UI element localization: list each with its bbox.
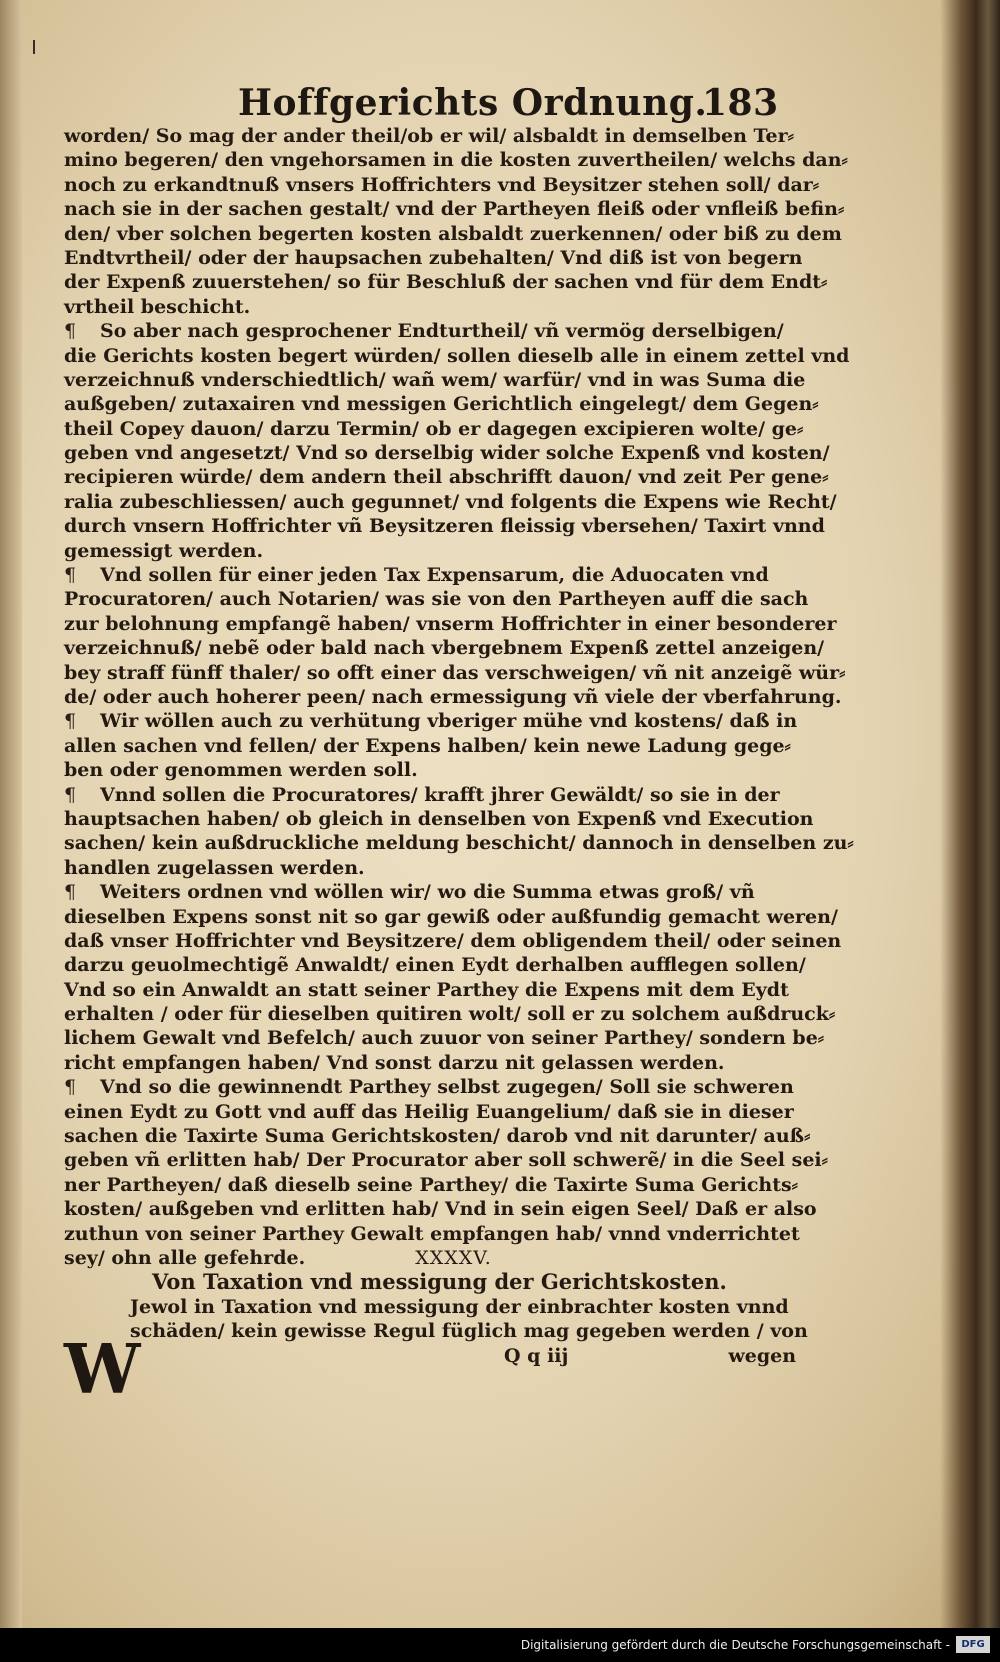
digitization-footer xyxy=(0,1628,1000,1662)
text-line: durch vnsern Hoffrichter vñ Beysitzeren fleissig vbersehen/ Taxirt vnnd xyxy=(64,515,825,538)
text-line: verzeichnuß vnderschiedtlich/ wañ wem/ warfür/ vnd in was Suma die xyxy=(64,368,806,391)
text-line: handlen zugelassen werden. xyxy=(64,856,365,879)
text-line: ben oder genommen werden soll. xyxy=(64,759,418,782)
text-line: Jewol in Taxation vnd messigung der einbrachter kosten vnnd xyxy=(130,1295,789,1318)
running-title: Hoffgerichts Ordnung. xyxy=(238,82,708,124)
paragraph-mark: ¶ xyxy=(64,1076,77,1099)
text-line: lichem Gewalt vnd Befelch/ auch zuuor von seiner Parthey/ sondern be⸗ xyxy=(64,1027,825,1050)
text-line: ner Partheyen/ daß dieselb seine Parthey/ die Taxirte Suma Gerichts⸗ xyxy=(64,1173,798,1196)
text-line: die Gerichts kosten begert würden/ sollen dieselb alle in einem zettel vnd xyxy=(64,344,850,367)
paragraph-start xyxy=(64,319,784,343)
text-line: verzeichnuß/ nebẽ oder bald nach vbergebnem Expenß zettel anzeigen/ xyxy=(64,637,825,660)
text-line: erhalten / oder für dieselben quitiren wolt/ soll er zu solchem außdruck⸗ xyxy=(64,1003,836,1026)
text-line: geben vnd angesetzt/ Vnd so derselbig wider solche Expenß vnd kosten/ xyxy=(64,442,830,465)
text-line: Weiters ordnen vnd wöllen wir/ wo die Summa etwas groß/ vñ xyxy=(100,881,755,904)
chapter-heading: Von Taxation vnd messigung der Gerichtskosten. xyxy=(152,1269,727,1295)
text-line: einen Eydt zu Gott vnd auff das Heilig Euangelium/ daß sie in dieser xyxy=(64,1100,794,1123)
text-line: mino begeren/ den vngehorsamen in die kosten zuvertheilen/ welchs dan⸗ xyxy=(64,149,848,172)
paragraph-mark: ¶ xyxy=(64,320,77,343)
text-line: theil Copey dauon/ darzu Termin/ ob er dagegen excipieren wolte/ ge⸗ xyxy=(64,417,804,440)
text-line: Procuratoren/ auch Notarien/ was sie von den Partheyen auff die sach xyxy=(64,588,809,611)
text-line: hauptsachen haben/ ob gleich in denselben von Expenß vnd Execution xyxy=(64,807,814,830)
text-block xyxy=(64,124,854,1368)
folio-number: 183 xyxy=(702,82,779,124)
text-line: Vnd sollen für einer jeden Tax Expensarum, die Aduocaten vnd xyxy=(100,564,769,587)
text-line: kosten/ außgeben vnd erlitten hab/ Vnd in sein eigen Seel/ Daß er also xyxy=(64,1198,817,1221)
paragraph-mark: ¶ xyxy=(64,783,77,806)
paragraph-start xyxy=(64,709,798,733)
paragraph-start xyxy=(64,563,776,587)
text-line: sachen die Taxirte Suma Gerichtskosten/ darob vnd nit darunter/ auß⸗ xyxy=(64,1125,811,1148)
margin-mark xyxy=(33,40,35,54)
text-line: sachen/ kein außdruckliche meldung beschicht/ dannoch in denselben zu⸗ xyxy=(64,832,854,855)
text-line: sey/ ohn alle gefehrde. xyxy=(64,1246,306,1269)
text-line: noch zu erkandtnuß vnsers Hoffrichters vnd Beysitzer stehen soll/ dar⸗ xyxy=(64,173,820,196)
paragraph-start xyxy=(64,783,780,807)
paragraph-mark: ¶ xyxy=(64,710,77,733)
text-line: darzu geuolmechtigẽ Anwaldt/ einen Eydt derhalben aufflegen sollen/ xyxy=(64,954,806,977)
paragraph-start xyxy=(64,1075,794,1099)
text-line: dieselben Expens sonst nit so gar gewiß oder außfundig gemacht weren/ xyxy=(64,905,838,928)
paragraph-mark: ¶ xyxy=(64,564,77,587)
text-line: Vnnd sollen die Procuratores/ krafft jhrer Gewäldt/ so sie in der xyxy=(100,783,780,806)
drop-initial: W xyxy=(64,1330,141,1410)
paragraph-start xyxy=(64,880,776,904)
paragraph-mark: ¶ xyxy=(64,881,77,904)
text-line: zuthun von seiner Parthey Gewalt empfangen hab/ vnnd vnderrichtet xyxy=(64,1222,800,1245)
text-line: Vnd so ein Anwaldt an statt seiner Parthey die Expens mit dem Eydt xyxy=(64,978,789,1001)
text-line: vrtheil beschicht. xyxy=(64,295,251,318)
text-line: Endtvrtheil/ oder der haupsachen zubehalten/ Vnd diß ist von begern xyxy=(64,246,803,269)
text-line: daß vnser Hoffrichter vnd Beysitzere/ dem obligendem theil/ oder seinen xyxy=(64,929,842,952)
text-line: worden/ So mag der ander theil/ob er wil/ alsbaldt in demselben Ter⸗ xyxy=(64,125,794,147)
text-line: zur belohnung empfangẽ haben/ vnserm Hoffrichter in einer besonderer xyxy=(64,612,837,635)
text-line: geben vñ erlitten hab/ Der Procurator aber soll schwerẽ/ in die Seel sei⸗ xyxy=(64,1149,828,1172)
text-line: schäden/ kein gewisse Regul füglich mag gegeben werden / von xyxy=(130,1320,808,1343)
text-line: außgeben/ zutaxairen vnd messigen Gerichtlich eingelegt/ dem Gegen⸗ xyxy=(64,393,819,416)
text-line: der Expenß zuuerstehen/ so für Beschluß der sachen vnd für dem Endt⸗ xyxy=(64,271,828,294)
text-line: richt empfangen haben/ Vnd sonst darzu nit gelassen werden. xyxy=(64,1051,725,1074)
text-line: Wir wöllen auch zu verhütung vberiger mühe vnd kostens/ daß in xyxy=(100,710,798,733)
text-line: de/ oder auch hoherer peen/ nach ermessigung vñ viele der vberfahrung. xyxy=(64,685,842,708)
signature-mark: Q q iij xyxy=(504,1344,569,1367)
text-line-with-numeral xyxy=(64,1246,776,1270)
text-line: So aber nach gesprochener Endturtheil/ vñ vermög derselbigen/ xyxy=(100,320,784,343)
text-line: Vnd so die gewinnendt Parthey selbst zugegen/ Soll sie schweren xyxy=(100,1076,794,1099)
text-line: gemessigt werden. xyxy=(64,539,264,562)
text-line: recipieren würde/ dem andern theil abschrifft dauon/ vnd zeit Per gene⸗ xyxy=(64,466,829,489)
signature-line xyxy=(64,1344,797,1368)
text-line: nach sie in der sachen gestalt/ vnd der Partheyen fleiß oder vnfleiß befin⸗ xyxy=(64,198,845,221)
text-line: ralia zubeschliessen/ auch gegunnet/ vnd folgents die Expens wie Recht/ xyxy=(64,490,837,513)
text-line: bey straff fünff thaler/ so offt einer das verschweigen/ vñ nit anzeigẽ wür⸗ xyxy=(64,661,846,684)
catchword: wegen xyxy=(728,1344,797,1367)
dfg-logo: DFG xyxy=(956,1636,990,1653)
binding-gutter xyxy=(0,0,22,1628)
chapter-numeral: XXXXV. xyxy=(415,1246,492,1269)
footer-credit: Digitalisierung gefördert durch die Deutsche Forschungsgemeinschaft - xyxy=(520,1638,950,1652)
text-line: den/ vber solchen begerten kosten alsbaldt zuerkennen/ oder biß zu dem xyxy=(64,222,842,245)
text-line: allen sachen vnd fellen/ der Expens halben/ kein newe Ladung gege⸗ xyxy=(64,734,791,757)
page-edge-shadow xyxy=(940,0,1000,1628)
